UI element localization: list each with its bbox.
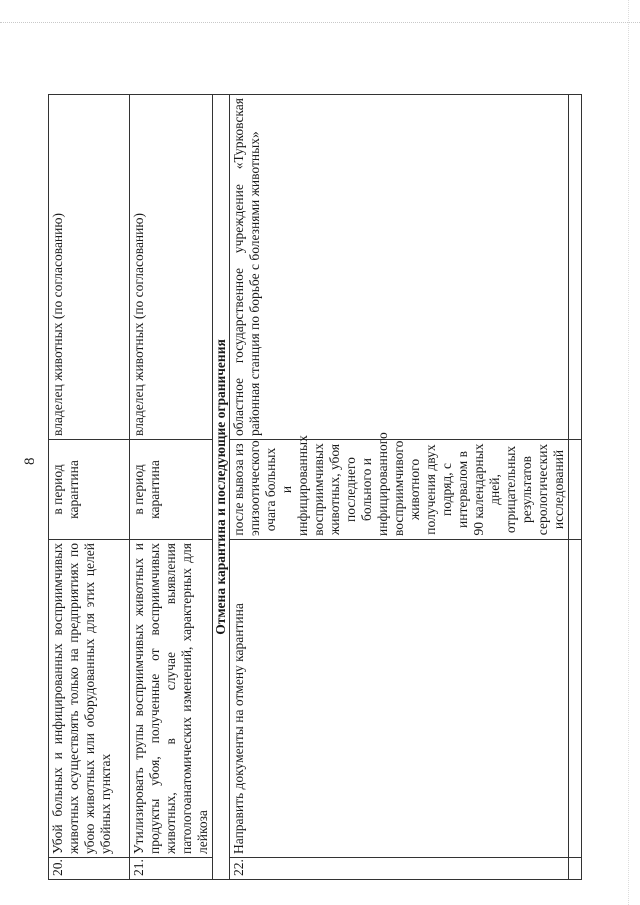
table-row xyxy=(130,95,213,880)
row-number: 20. xyxy=(49,858,130,880)
page-number: 8 xyxy=(22,457,38,465)
scan-edge-right xyxy=(628,0,629,905)
rotated-table-wrapper xyxy=(48,95,566,880)
responsible-cell: владелец животных (по согласованию) xyxy=(130,95,213,440)
empty-cell xyxy=(569,95,582,440)
row-number: 22. xyxy=(230,858,569,880)
section-heading-row xyxy=(213,95,230,880)
empty-cell xyxy=(569,540,582,858)
quarantine-measures-table xyxy=(48,94,582,880)
term-cell: в период карантина xyxy=(130,440,213,540)
responsible-cell: областное государственное учреждение «Турковская районная станция по борьбе с болезнями животных» xyxy=(230,95,569,440)
table-row-empty xyxy=(569,95,582,880)
responsible-cell: владелец животных (по согласованию) xyxy=(49,95,130,440)
scan-edge-top xyxy=(0,22,640,23)
empty-cell xyxy=(569,858,582,880)
measure-cell: Направить документы на отмену карантина xyxy=(230,540,569,858)
term-cell: в период карантина xyxy=(49,440,130,540)
section-heading: Отмена карантина и последующие ограничения xyxy=(213,95,230,880)
row-number: 21. xyxy=(130,858,213,880)
term-cell: после вывоза из эпизоотического очага больных и инфицированных восприимчивых животных, убоя последнего больного и инфицированного восприимчивого животного получения двух подряд, с интервалом в 90 календарных дней, отрицательных результатов серологических исследований xyxy=(230,440,569,540)
table-row xyxy=(49,95,130,880)
measure-cell: Убой больных и инфицированных восприимчивых животных осуществлять только на предприятиях по убою животных или оборудованных для этих целей убойных пунктах xyxy=(49,540,130,858)
table-row xyxy=(230,95,569,880)
measure-cell: Утилизировать трупы восприимчивых животных и продукты убоя, полученные от восприимчивых животных, в случае выявления патологоанатомических изменений, характерных для лейкоза xyxy=(130,540,213,858)
empty-cell xyxy=(569,440,582,540)
